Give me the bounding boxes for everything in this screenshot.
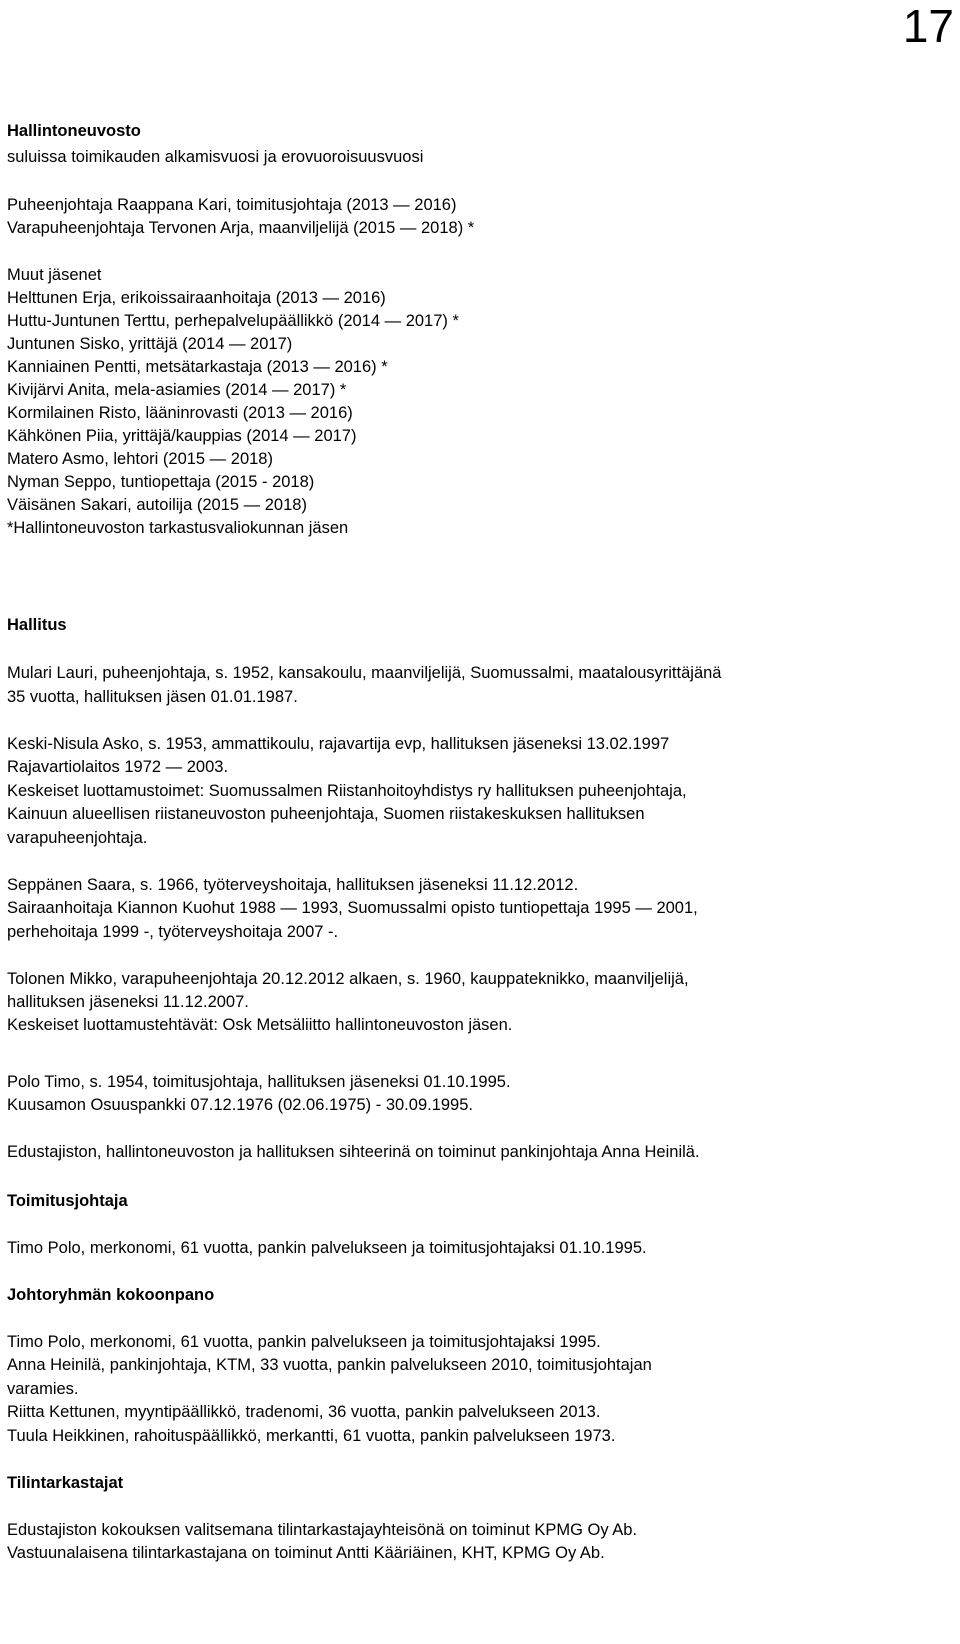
hallitus-line: Tolonen Mikko, varapuheenjohtaja 20.12.2012 alkaen, s. 1960, kauppateknikko, maanviljelijä, xyxy=(7,970,689,988)
members-heading: Muut jäsenet xyxy=(7,266,102,284)
tilintarkastajat-line: Vastuunalaisena tilintarkastajana on toiminut Antti Kääriäinen, KHT, KPMG Oy Ab. xyxy=(7,1544,605,1562)
toimitusjohtaja-text: Timo Polo, merkonomi, 61 vuotta, pankin palvelukseen ja toimitusjohtajaksi 01.10.1995. xyxy=(7,1239,647,1257)
hallitus-line: Rajavartiolaitos 1972 — 2003. xyxy=(7,758,229,776)
hallitus-line: Keskeiset luottamustoimet: Suomussalmen Riistanhoitoyhdistys ry hallituksen puheenjohtaja, xyxy=(7,782,687,800)
hallitus-line: Edustajiston, hallintoneuvoston ja hallituksen sihteerinä on toiminut pankinjohtaja Anna Heinilä. xyxy=(7,1143,700,1161)
chair-line: Puheenjohtaja Raappana Kari, toimitusjohtaja (2013 — 2016) xyxy=(7,196,457,214)
tilintarkastajat-heading: Tilintarkastajat xyxy=(7,1474,124,1492)
johtoryhma-line: Timo Polo, merkonomi, 61 vuotta, pankin palvelukseen ja toimitusjohtajaksi 1995. xyxy=(7,1333,601,1351)
hallitus-line: Sairaanhoitaja Kiannon Kuohut 1988 — 1993, Suomussalmi opisto tuntiopettaja 1995 — 2001, xyxy=(7,899,698,917)
johtoryhma-line: Anna Heinilä, pankinjohtaja, KTM, 33 vuotta, pankin palvelukseen 2010, toimitusjohtajan xyxy=(7,1356,652,1374)
johtoryhma-line: Riitta Kettunen, myyntipäällikkö, tradenomi, 36 vuotta, pankin palvelukseen 2013. xyxy=(7,1403,601,1421)
tilintarkastajat-line: Edustajiston kokouksen valitsemana tilintarkastajayhteisönä on toiminut KPMG Oy Ab. xyxy=(7,1521,638,1539)
hallitus-line: Polo Timo, s. 1954, toimitusjohtaja, hallituksen jäseneksi 01.10.1995. xyxy=(7,1073,511,1091)
hallitus-line: perhehoitaja 1999 -, työterveyshoitaja 2007 -. xyxy=(7,923,339,941)
footnote: *Hallintoneuvoston tarkastusvaliokunnan jäsen xyxy=(7,519,349,537)
hallitus-line: Kuusamon Osuuspankki 07.12.1976 (02.06.1975) - 30.09.1995. xyxy=(7,1096,473,1114)
vice-chair-line: Varapuheenjohtaja Tervonen Arja, maanviljelijä (2015 — 2018) * xyxy=(7,219,475,237)
member-line: Kähkönen Piia, yrittäjä/kauppias (2014 — 2017) xyxy=(7,427,357,445)
member-line: Kanniainen Pentti, metsätarkastaja (2013 — 2016) * xyxy=(7,358,388,376)
johtoryhma-line: Tuula Heikkinen, rahoituspäällikkö, merkantti, 61 vuotta, pankin palvelukseen 1973. xyxy=(7,1427,616,1445)
hallitus-line: Kainuun alueellisen riistaneuvoston puheenjohtaja, Suomen riistakeskuksen hallituksen xyxy=(7,805,645,823)
hallitus-line: 35 vuotta, hallituksen jäsen 01.01.1987. xyxy=(7,688,298,706)
toimitusjohtaja-heading: Toimitusjohtaja xyxy=(7,1192,128,1210)
hallitus-line: varapuheenjohtaja. xyxy=(7,829,148,847)
member-line: Huttu-Juntunen Terttu, perhepalvelupäällikkö (2014 — 2017) * xyxy=(7,312,459,330)
johtoryhma-heading: Johtoryhmän kokoonpano xyxy=(7,1286,215,1304)
hallitus-line: Keski-Nisula Asko, s. 1953, ammattikoulu, rajavartija evp, hallituksen jäseneksi 13.02.1997 xyxy=(7,735,670,753)
member-line: Kormilainen Risto, lääninrovasti (2013 — 2016) xyxy=(7,404,353,422)
member-line: Väisänen Sakari, autoilija (2015 — 2018) xyxy=(7,496,307,514)
hallitus-line: Mulari Lauri, puheenjohtaja, s. 1952, kansakoulu, maanviljelijä, Suomussalmi, maatalousyrittäjänä xyxy=(7,664,722,682)
hallintoneuvosto-heading: Hallintoneuvosto xyxy=(7,122,141,140)
page-number: 17 xyxy=(902,0,954,52)
member-line: Juntunen Sisko, yrittäjä (2014 — 2017) xyxy=(7,335,293,353)
johtoryhma-line: varamies. xyxy=(7,1380,79,1398)
hallintoneuvosto-subheading: suluissa toimikauden alkamisvuosi ja erovuoroisuusvuosi xyxy=(7,148,424,166)
hallitus-line: Keskeiset luottamustehtävät: Osk Metsäliitto hallintoneuvoston jäsen. xyxy=(7,1016,513,1034)
hallitus-line: hallituksen jäseneksi 11.12.2007. xyxy=(7,993,249,1011)
member-line: Matero Asmo, lehtori (2015 — 2018) xyxy=(7,450,273,468)
hallitus-heading: Hallitus xyxy=(7,616,67,634)
member-line: Nyman Seppo, tuntiopettaja (2015 - 2018) xyxy=(7,473,315,491)
member-line: Kivijärvi Anita, mela-asiamies (2014 — 2017) * xyxy=(7,381,347,399)
hallitus-line: Seppänen Saara, s. 1966, työterveyshoitaja, hallituksen jäseneksi 11.12.2012. xyxy=(7,876,579,894)
member-line: Helttunen Erja, erikoissairaanhoitaja (2013 — 2016) xyxy=(7,289,386,307)
